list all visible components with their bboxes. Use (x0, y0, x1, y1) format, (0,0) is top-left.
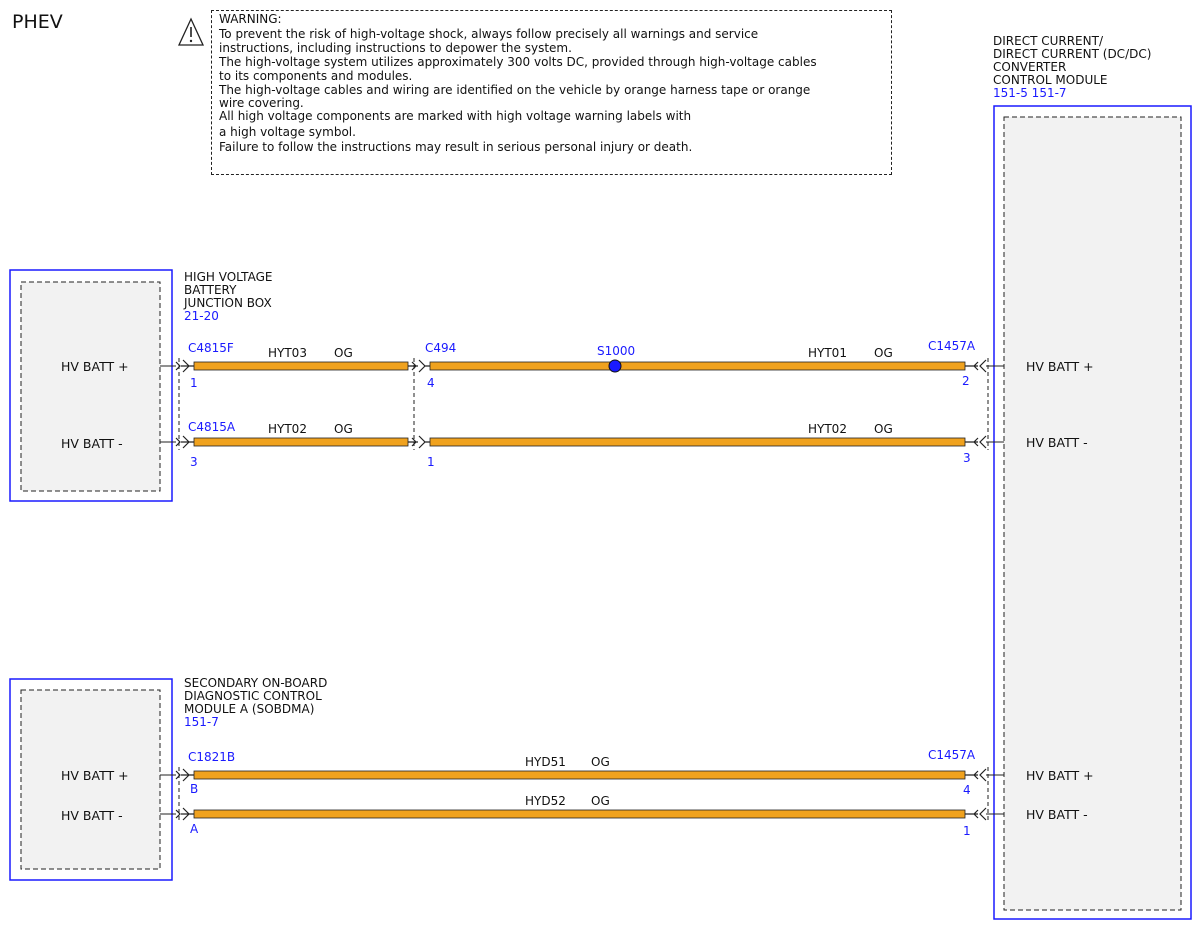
connector-c1821b-label[interactable]: C1821B (188, 750, 236, 764)
wire-color-label: OG (334, 422, 353, 436)
pin-chevron (408, 438, 418, 446)
warning-line: Failure to follow the instructions may result in serious personal injury or death. (219, 140, 693, 154)
sobdma-name: SECONDARY ON-BOARD (184, 676, 328, 690)
pin-chevron (181, 808, 194, 820)
connector-pin-number: B (190, 782, 199, 796)
wire-hyd52 (194, 810, 965, 818)
dcdc-ref-link[interactable]: 151-5 151-7 (993, 86, 1067, 100)
connector-pin-number: 4 (427, 376, 435, 390)
pin-chevron (419, 360, 430, 372)
connector-pin-number: 1 (190, 376, 198, 390)
pin-chevron (980, 360, 986, 372)
warning-line: to its components and modules. (219, 69, 413, 83)
dcdc-name: CONVERTER (993, 60, 1067, 74)
sobdma-pin-neg: HV BATT - (61, 808, 123, 823)
connector-pin-number: 1 (963, 824, 971, 838)
dcdc-name: DIRECT CURRENT/ (993, 34, 1103, 48)
wire-color-label: OG (874, 422, 893, 436)
hvbjb-pin-neg: HV BATT - (61, 436, 123, 451)
pin-chevron (980, 808, 986, 820)
warning-line: To prevent the risk of high-voltage shock, always follow precisely all warnings and service (219, 27, 759, 41)
connector-pin-number: A (190, 822, 199, 836)
connector-c4815a-label[interactable]: C4815A (188, 420, 236, 434)
wire-circuit-label: HYT03 (268, 346, 307, 360)
connector-c4815f-label[interactable]: C4815F (188, 341, 234, 355)
wire-circuit-label: HYT01 (808, 346, 847, 360)
pin-chevron (419, 436, 430, 448)
hvbjb-pin-pos: HV BATT + (61, 359, 129, 374)
sobdma-pin-pos: HV BATT + (61, 768, 129, 783)
dcdc-pin-neg: HV BATT - (1026, 807, 1088, 822)
wire-circuit-label: HYT02 (808, 422, 847, 436)
warning-line: a high voltage symbol. (219, 125, 356, 139)
wire-hyt01 (430, 362, 965, 370)
pin-chevron (408, 362, 418, 370)
wire-color-label: OG (591, 755, 610, 769)
warning-line: All high voltage components are marked with high voltage warning labels with (219, 109, 692, 123)
connector-pin-number: 4 (963, 783, 971, 797)
wire-color-label: OG (591, 794, 610, 808)
connector-c494-label[interactable]: C494 (425, 341, 457, 355)
pin-chevron (181, 360, 194, 372)
hvbjb-name: JUNCTION BOX (184, 296, 272, 310)
pin-chevron (980, 769, 986, 781)
pin-chevron (965, 771, 978, 779)
warning-line: instructions, including instructions to depower the system. (219, 41, 572, 55)
pin-chevron (965, 810, 978, 818)
pin-chevron (181, 769, 194, 781)
sobdma-name: DIAGNOSTIC CONTROL (184, 689, 322, 703)
connector-c1457a-label[interactable]: C1457A (928, 748, 976, 762)
connector-pin-number: 3 (963, 451, 971, 465)
wire-hyd51 (194, 771, 965, 779)
wire-color-label: OG (334, 346, 353, 360)
warning-line: The high-voltage cables and wiring are identified on the vehicle by orange harness tape or orange (219, 83, 811, 97)
dcdc-module-body (1004, 117, 1181, 910)
connector-pin-number: 1 (427, 455, 435, 469)
dcdc-pin-neg: HV BATT - (1026, 435, 1088, 450)
sobdma-ref-link[interactable]: 151-7 (184, 715, 219, 729)
wire-circuit-label: HYD52 (525, 794, 566, 808)
hvbjb-ref-link[interactable]: 21-20 (184, 309, 219, 323)
wire-circuit-label: HYD51 (525, 755, 566, 769)
wire-hyt02-left (194, 438, 408, 446)
dcdc-name: CONTROL MODULE (993, 73, 1108, 87)
wire-hyt02-right (430, 438, 965, 446)
wire-hyt03 (194, 362, 408, 370)
pin-chevron (980, 436, 986, 448)
splice-s1000-dot (609, 360, 621, 372)
wire-circuit-label: HYT02 (268, 422, 307, 436)
pin-chevron (181, 436, 194, 448)
dcdc-pin-pos: HV BATT + (1026, 768, 1094, 783)
pin-chevron (965, 438, 978, 446)
splice-s1000-label[interactable]: S1000 (597, 344, 636, 358)
hvbjb-name: HIGH VOLTAGE (184, 270, 273, 284)
pin-chevron (965, 362, 978, 370)
connector-pin-number: 3 (190, 455, 198, 469)
connector-c1457a-label[interactable]: C1457A (928, 339, 976, 353)
sobdma-name: MODULE A (SOBDMA) (184, 702, 315, 716)
warning-line: The high-voltage system utilizes approximately 300 volts DC, provided through high-voltage cables (219, 55, 817, 69)
dcdc-pin-pos: HV BATT + (1026, 359, 1094, 374)
warning-heading: WARNING: (219, 12, 282, 26)
hvbjb-name: BATTERY (184, 283, 237, 297)
page-title: PHEV (12, 11, 63, 33)
wire-color-label: OG (874, 346, 893, 360)
connector-pin-number: 2 (962, 374, 970, 388)
hvbjb-module-body (21, 282, 160, 491)
warning-line: wire covering. (219, 96, 304, 110)
dcdc-name: DIRECT CURRENT (DC/DC) (993, 47, 1152, 61)
